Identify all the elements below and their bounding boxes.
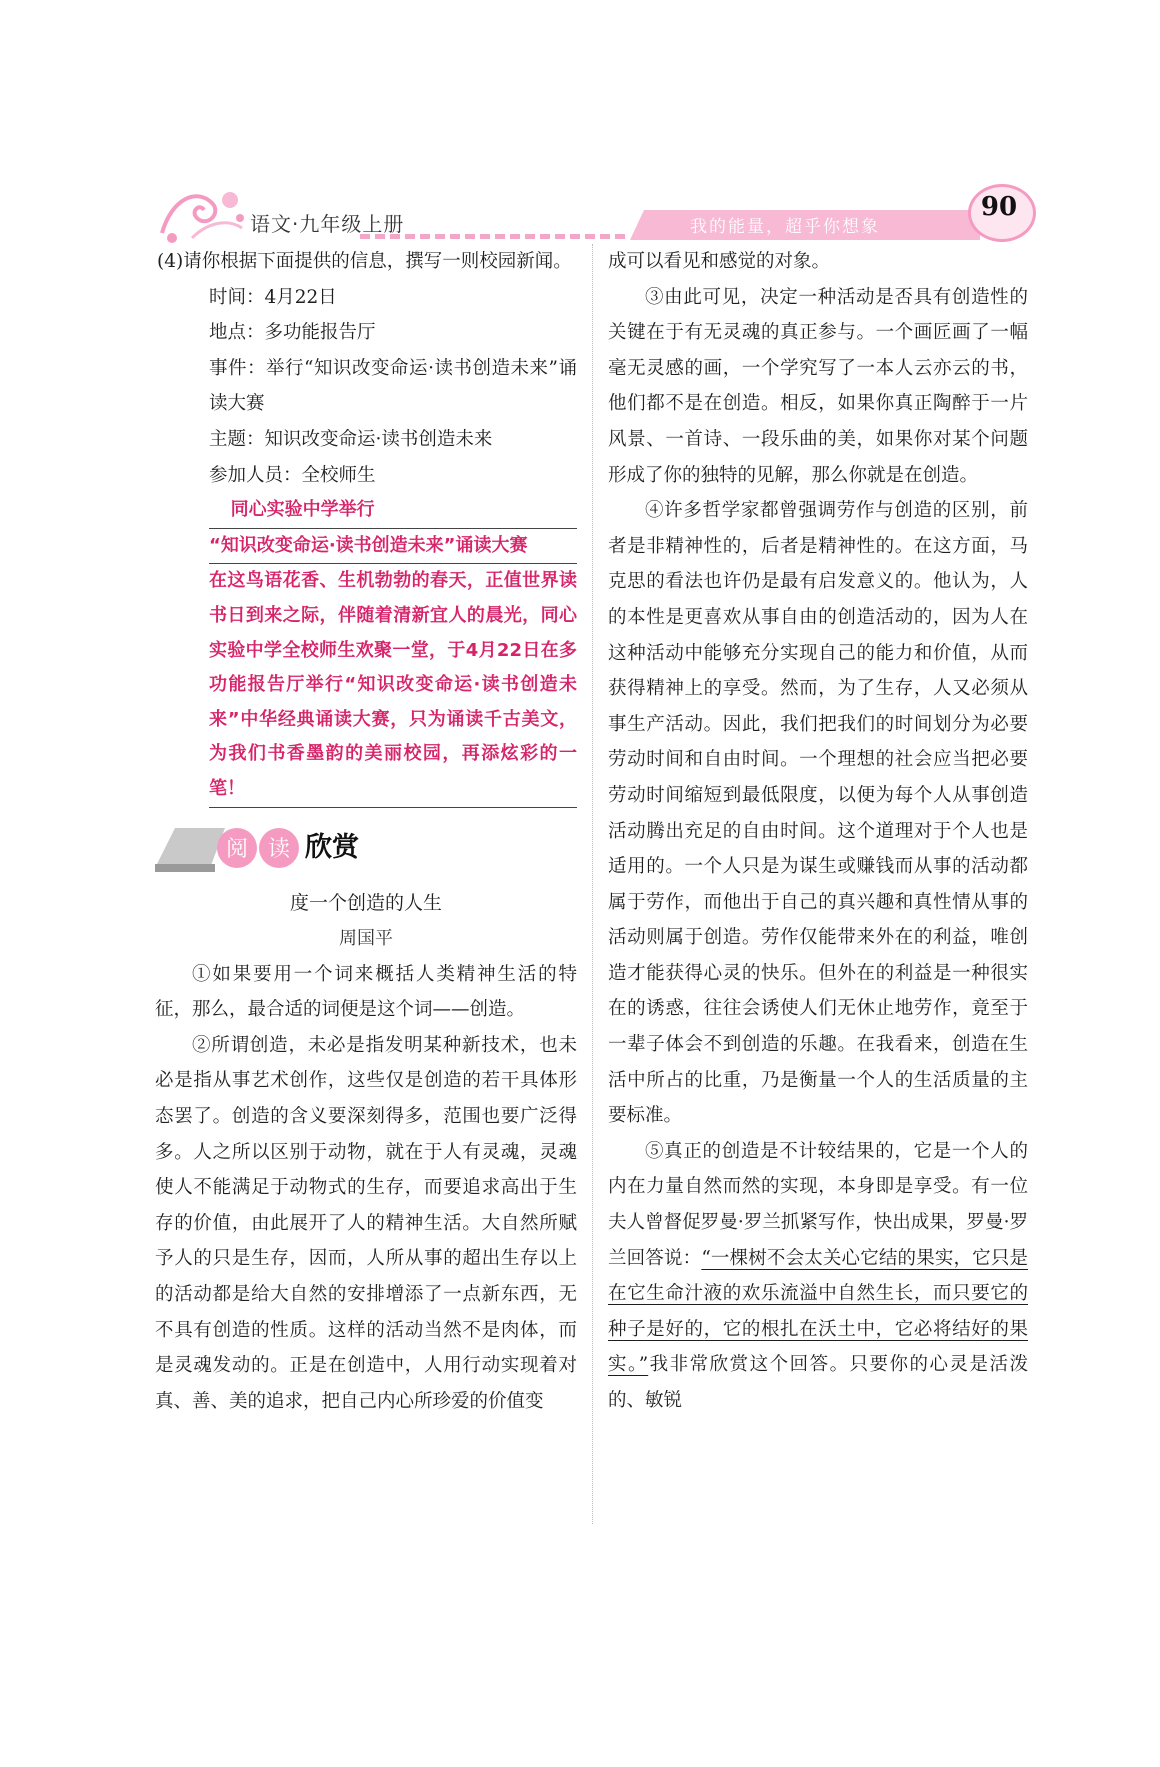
left-column — [157, 244, 577, 1419]
book-stack-icon — [155, 818, 305, 880]
book-title: 语文·九年级上册 — [250, 212, 405, 236]
article-title: 度一个创造的人生 — [289, 891, 442, 914]
article-author: 周国平 — [339, 928, 393, 950]
column-divider — [592, 244, 593, 1524]
paragraph-1: ①如果要用一个词来概括人类精神生活的特征，那么，最合适的词便是这个词——创造。 — [155, 963, 577, 1021]
news-answer — [209, 493, 577, 807]
paragraph-3: ③由此可见，决定一种活动是否具有创造性的关键在于有无灵魂的真正参与。一个画匠画了一幅毫无灵感的画，一个学究写了一本人云亦云的书，他们都不是在创造。相反，如果你真正陶醉于一片风景、一首诗、一段乐曲的美，如果你对某个问题形成了你的独特的见解，那么你就是在创造。 — [608, 286, 1028, 486]
slogan: 我的能量，超乎你想象 — [690, 217, 880, 237]
paragraph-5-tail: 我非常欣赏这个回答。只要你的心灵是活泼的、敏锐 — [608, 1354, 1028, 1411]
reading-section-heading — [155, 818, 577, 880]
paragraph-5 — [608, 1134, 1028, 1419]
info-participants: 参加人员：全校师生 — [209, 464, 376, 486]
info-event: 事件：举行“知识改变命运·读书创造未来”诵读大赛 — [209, 357, 577, 415]
romain-rolland-quote: “一棵树不会太关心它结的果实，它只是在它生命汁液的欢乐流溢中自然生长，而只要它的种子是好的，它的根扎在沃土中，它必将结好的果实。” — [608, 1247, 1028, 1376]
news-body: 在这鸟语花香、生机勃勃的春天，正值世界读书日到来之际，伴随着清新宜人的晨光，同心实验中学全校师生欢聚一堂，于4月22日在多功能报告厅举行“知识改变命运·读书创造未来”中华经典诵读大赛，只为诵读千古美文，为我们书香墨韵的美丽校园，再添炫彩的一笔！ — [209, 564, 577, 807]
page-number: 90 — [980, 192, 1018, 222]
info-place: 地点：多功能报告厅 — [209, 322, 376, 344]
right-column — [608, 244, 1028, 1419]
section-title: 欣赏 — [305, 831, 359, 863]
question-4-prompt: (4)请你根据下面提供的信息，撰写一则校园新闻。 — [157, 251, 572, 272]
paragraph-5-lead: ⑤真正的创造是不计较结果的，它是一个人的内在力量自然而然的实现，本身即是享受。有一位夫人曾督促罗曼·罗兰抓紧写作，快出成果，罗曼·罗兰回答说： — [608, 1140, 1028, 1269]
news-headline-2: “知识改变命运·读书创造未来”诵读大赛 — [209, 529, 577, 565]
page-header — [0, 0, 1160, 260]
section-char-2: 读 — [267, 836, 291, 862]
section-char-1: 阅 — [225, 836, 249, 862]
paragraph-2-continued: 成可以看见和感觉的对象。 — [608, 251, 831, 272]
paragraph-2: ②所谓创造，未必是指发明某种新技术，也未必是指从事艺术创作，这些仅是创造的若干具体形态罢了。创造的含义要深刻得多，范围也要广泛得多。人之所以区别于动物，就在于人有灵魂，灵魂使人不能满足于动物式的生存，而要追求高出于生存的价值，由此展开了人的精神生活。大自然所赋予人的只是生存，因而，人所从事的超出生存以上的活动都是给大自然的安排增添了一点新东西，无不具有创造的性质。这样的活动当然不是肉体，而是灵魂发动的。正是在创造中，人用行动实现着对真、善、美的追求，把自己内心所珍爱的价值变 — [155, 1034, 577, 1412]
header-dash-divider — [360, 234, 625, 239]
info-time: 时间：4月22日 — [209, 286, 337, 308]
info-theme: 主题：知识改变命运·读书创造未来 — [209, 428, 493, 450]
news-headline-1: 同心实验中学举行 — [209, 493, 577, 529]
paragraph-4: ④许多哲学家都曾强调劳作与创造的区别，前者是非精神性的，后者是精神性的。在这方面，马克思的看法也许仍是最有启发意义的。他认为，人的本性是更喜欢从事自由的创造活动的，因为人在这种活动中能够充分实现自己的能力和价值，从而获得精神上的享受。然而，为了生存，人又必须从事生产活动。因此，我们把我们的时间划分为必要劳动时间和自由时间。一个理想的社会应当把必要劳动时间缩短到最低限度，以便为每个人从事创造活动腾出充足的自由时间。这个道理对于个人也是适用的。一个人只是为谋生或赚钱而从事的活动都属于劳作，而他出于自己的真兴趣和真性情从事的活动则属于创造。劳作仅能带来外在的利益，唯创造才能获得心灵的快乐。但外在的利益是一种很实在的诱惑，往往会诱使人们无休止地劳作，竟至于一辈子体会不到创造的乐趣。在我看来，创造在生活中所占的比重，乃是衡量一个人的生活质量的主要标准。 — [608, 500, 1028, 1127]
floral-ornament-icon — [152, 178, 252, 248]
